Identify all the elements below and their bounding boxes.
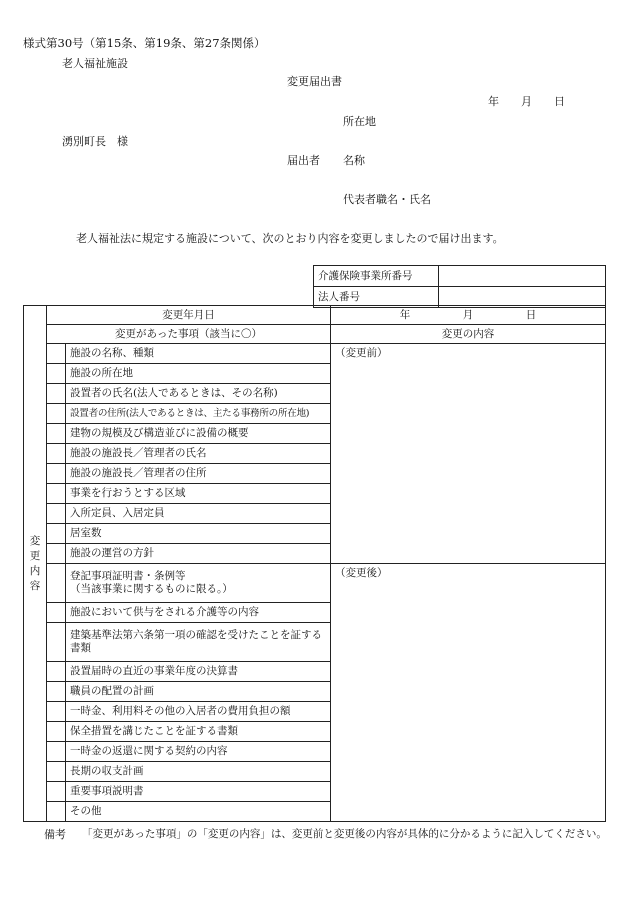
- change-item-label: 居室数: [66, 524, 331, 544]
- change-item-label: 一時金、利用料その他の入居者の費用負担の額: [66, 702, 331, 722]
- notifier-label: 届出者: [287, 154, 320, 167]
- item-check-cell[interactable]: [47, 662, 66, 682]
- item-check-cell[interactable]: [47, 344, 66, 364]
- change-table-body: [24, 306, 606, 822]
- change-content-side-label: [24, 306, 47, 822]
- note-label: 備考: [44, 828, 66, 841]
- item-check-cell[interactable]: [47, 702, 66, 722]
- statement: 老人福祉法に規定する施設について、次のとおり内容を変更しましたので届け出ます。: [76, 232, 504, 245]
- change-item-label: 事業を行おうとする区域: [66, 484, 331, 504]
- change-item-label: 施設の名称、種類: [66, 344, 331, 364]
- item-check-cell[interactable]: [47, 722, 66, 742]
- change-item-label: 施設の施設長／管理者の氏名: [66, 444, 331, 464]
- change-item-label: 設置者の住所(法人であるときは、主たる事務所の所在地): [66, 404, 331, 424]
- before-content-cell[interactable]: [331, 344, 606, 564]
- item-check-cell[interactable]: [47, 544, 66, 564]
- item-check-cell[interactable]: [47, 802, 66, 822]
- addressee: 湧別町長 様: [62, 135, 128, 148]
- item-check-cell[interactable]: [47, 424, 66, 444]
- change-item-row: [24, 564, 606, 603]
- change-item-label: 職員の配置の計画: [66, 682, 331, 702]
- header-row: [24, 325, 606, 344]
- item-check-cell[interactable]: [47, 404, 66, 424]
- item-check-cell[interactable]: [47, 742, 66, 762]
- before-change-label: （変更前）: [335, 347, 388, 359]
- change-item-label: 重要事項説明書: [66, 782, 331, 802]
- change-item-label: 施設の所在地: [66, 364, 331, 384]
- item-check-cell[interactable]: [47, 504, 66, 524]
- item-check-cell[interactable]: [47, 484, 66, 504]
- after-change-label: （変更後）: [335, 567, 388, 579]
- form-number: 様式第30号（第15条、第19条、第27条関係）: [23, 36, 266, 50]
- content-header: 変更の内容: [331, 325, 606, 344]
- change-item-label: 建物の規模及び構造並びに設備の概要: [66, 424, 331, 444]
- insurance-number-label: 介護保険事業所番号: [314, 266, 439, 287]
- item-check-cell[interactable]: [47, 762, 66, 782]
- insurance-number-field[interactable]: [439, 266, 606, 287]
- item-check-cell[interactable]: [47, 524, 66, 544]
- facility-type: 老人福祉施設: [62, 57, 128, 70]
- change-item-label: 設置者の氏名(法人であるときは、その名称): [66, 384, 331, 404]
- corporate-number-label: 法人番号: [314, 287, 439, 308]
- representative-label: 代表者職名・氏名: [343, 193, 431, 206]
- insurance-number-row: [314, 266, 606, 287]
- change-item-row: [24, 344, 606, 364]
- note-text: 「変更があった事項」の「変更の内容」は、変更前と変更後の内容が具体的に分かるように記入してください。: [82, 828, 607, 840]
- item-check-cell[interactable]: [47, 464, 66, 484]
- change-item-label: 登記事項証明書・条例等 （当該事業に関するものに限る。）: [66, 564, 331, 603]
- change-item-label: その他: [66, 802, 331, 822]
- id-table: [313, 265, 606, 308]
- change-table: [23, 305, 606, 822]
- change-item-label: 入所定員、入居定員: [66, 504, 331, 524]
- address-label: 所在地: [343, 115, 376, 128]
- change-item-label: 建築基準法第六条第一項の確認を受けたことを証する書類: [66, 623, 331, 662]
- item-check-cell[interactable]: [47, 444, 66, 464]
- item-check-cell[interactable]: [47, 364, 66, 384]
- items-header: 変更があった事項（該当に〇）: [47, 325, 331, 344]
- change-item-label: 一時金の返還に関する契約の内容: [66, 742, 331, 762]
- item-check-cell[interactable]: [47, 623, 66, 662]
- after-content-cell[interactable]: [331, 564, 606, 822]
- item-check-cell[interactable]: [47, 603, 66, 623]
- change-item-label: 施設において供与をされる介護等の内容: [66, 603, 331, 623]
- change-content-label: 変 更 内 容: [29, 534, 41, 592]
- change-item-label: 長期の収支計画: [66, 762, 331, 782]
- item-check-cell[interactable]: [47, 682, 66, 702]
- change-date-label: 変更年月日: [47, 306, 331, 325]
- change-item-label: 施設の施設長／管理者の住所: [66, 464, 331, 484]
- item-check-cell[interactable]: [47, 384, 66, 404]
- item-check-cell[interactable]: [47, 564, 66, 603]
- name-label: 名称: [343, 154, 365, 167]
- change-item-label: 設置届時の直近の事業年度の決算書: [66, 662, 331, 682]
- change-date-row: [24, 306, 606, 325]
- change-item-label: 施設の運営の方針: [66, 544, 331, 564]
- item-check-cell[interactable]: [47, 782, 66, 802]
- change-date-value[interactable]: 年 月 日: [331, 306, 606, 325]
- change-item-label: 保全措置を講じたことを証する書類: [66, 722, 331, 742]
- date-line: 年 月 日: [488, 95, 565, 108]
- document-title: 変更届出書: [287, 75, 342, 88]
